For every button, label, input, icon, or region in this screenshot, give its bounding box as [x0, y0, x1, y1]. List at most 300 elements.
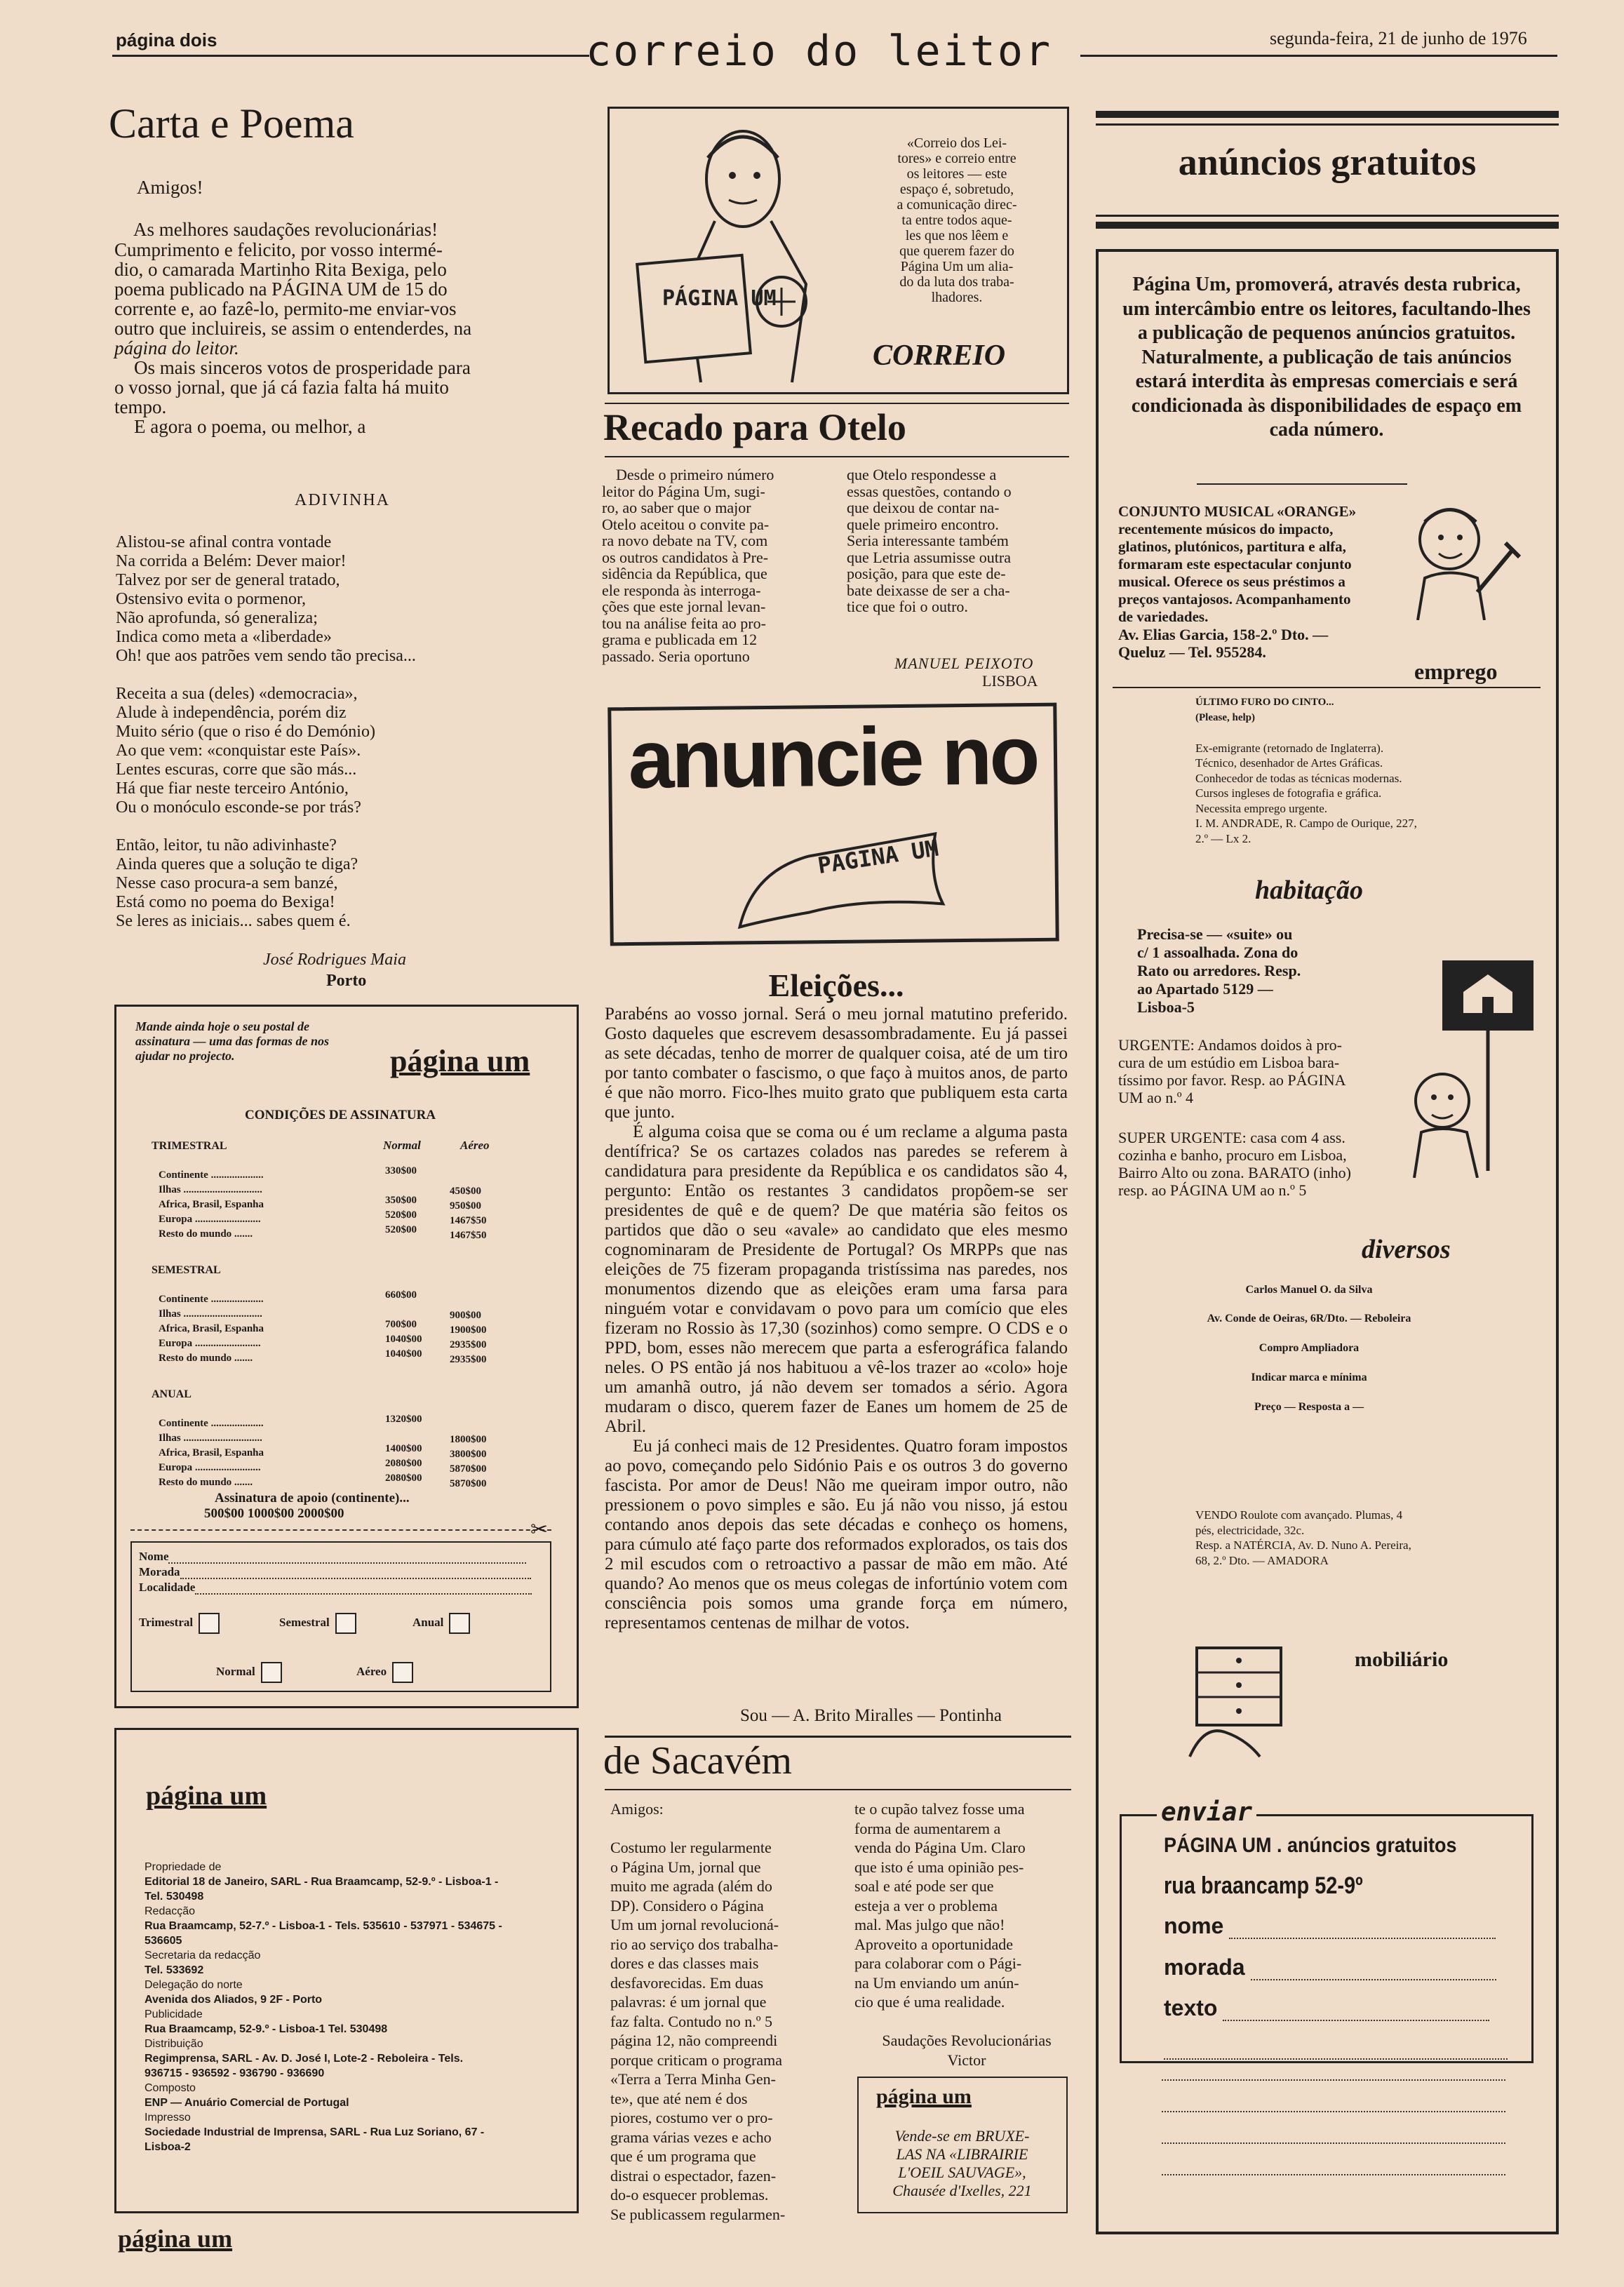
diversos-address: Av. Conde de Oeiras, 6R/Dto. — Reboleira — [1207, 1313, 1411, 1324]
vendo-ad — [1195, 1508, 1532, 1568]
recado-line: ro, ao saber que o major — [602, 499, 751, 516]
ficha-line: Rua Braamcamp, 52-7.º - Lisboa-1 - Tels. 535610 - 537971 - 534675 - — [145, 1920, 502, 1932]
anuncie-headline: anuncie no — [627, 709, 1038, 807]
sacavem-col1 — [610, 1799, 835, 2224]
sacavem-line: Victor — [947, 2051, 986, 2069]
house-sign-icon — [1400, 953, 1541, 1178]
anual-checkbox[interactable] — [449, 1613, 470, 1634]
recado-rule — [605, 403, 1069, 404]
vendo-line: pés, electricidade, 32c. — [1195, 1523, 1305, 1537]
sacavem-line: página 12, não compreendi — [610, 2032, 778, 2049]
rate-normal: 660$00 — [385, 1289, 417, 1301]
anuncios-box — [1096, 249, 1559, 2234]
enviar-morada-field[interactable] — [1251, 1979, 1496, 1980]
carta-line: Cumprimento e felicito, por vosso intermé- — [114, 239, 443, 260]
ficha-line: 936715 - 936592 - 936790 - 936690 — [145, 2067, 325, 2079]
sacavem-rule — [605, 1736, 1071, 1738]
conjunto-line: recentemente músicos do impacto, — [1118, 521, 1334, 537]
page-label: página dois — [116, 29, 217, 51]
sacavem-line: piores, costumo ver o pro- — [610, 2109, 773, 2126]
carta-line: poema publicado na PÁGINA UM de 15 do — [114, 279, 448, 300]
cartoon-sign-text: PÁGINA UM — [662, 286, 777, 311]
rate-label: Africa, Brasil, Espanha — [159, 1323, 264, 1334]
semestral-checkbox[interactable] — [335, 1613, 356, 1634]
carta-line: tempo. — [114, 396, 167, 417]
vendo-line: 68, 2.º Dto. — AMADORA — [1195, 1553, 1329, 1567]
form-semestral-label: Semestral — [279, 1615, 330, 1629]
conjunto-line: glatinos, plutónicos, partitura e alfa, — [1118, 538, 1346, 555]
correio-line: que querem fazer do — [899, 243, 1014, 259]
rate-normal: 2080$00 — [385, 1458, 422, 1469]
rate-normal: 520$00 — [385, 1224, 417, 1235]
enviar-extra-line-3[interactable] — [1162, 2111, 1505, 2112]
aereo-checkbox[interactable] — [392, 1662, 413, 1683]
sacavem-line: Amigos: — [610, 1800, 664, 1818]
form-nome-label: Nome — [139, 1550, 169, 1563]
enviar-nome-field[interactable] — [1229, 1938, 1496, 1939]
ficha-line: Distribuição — [145, 2038, 203, 2050]
poem-line: Talvez por ser de general tratado, — [116, 571, 340, 589]
eleicoes-paragraph: É alguma coisa que se coma ou é um reclame a alguma pasta dentífrica? Se os cartazes colados nas paredes se referem à candidatura para presidente da República e os candidatos são 4, pergunto: Então os restantes 3 candidatos propõem-se ser presidentes de quê e de quem? De que matéria são feitos os partidos que dão o seu «avale» ao candidato que eles mesmo cognominaram de Presidente de Portugal? Os MRPPs que nas eleições de 75 fizeram propaganda tristíssima nas paredes, nos monumentos dizendo que as eleições eram uma farsa para ninguém votar e convidavam o povo para um comício que eles fizeram no Rossio às 17,30 (sozinhos) como sempre. O CDS e o PPD, bom, esses não merecem que parta a esferográfica falando neles. O PS então já nos habituou a vê-los trazer ao «colo» hoje um amanhã outro, já não devem ser tomados a sério. Agora mudaram o disco, querem fazer de Eanes um homem de 25 de Abril. — [605, 1122, 1068, 1436]
sacavem-line: DP). Considero o Página — [610, 1896, 764, 1914]
cat-emprego: emprego — [1414, 659, 1498, 684]
rate-period: ANUAL — [152, 1388, 192, 1400]
correio-line: ta entre todos aque- — [901, 213, 1012, 228]
recado-line: posição, para que este de- — [847, 565, 1006, 582]
conjunto-line: formaram este espectacular conjunto — [1118, 556, 1352, 572]
ficha-line: Regimprensa, SARL - Av. D. José I, Lote-2 - Reboleira - Tels. — [145, 2053, 464, 2065]
ficha-line: Sociedade Industrial de Imprensa, SARL - Rua Luz Soriano, 67 - — [145, 2126, 485, 2138]
rate-aereo: 3800$00 — [450, 1449, 487, 1460]
rate-normal: 520$00 — [385, 1209, 417, 1221]
rate-normal: 1040$00 — [385, 1348, 422, 1360]
poem-line: Na corrida a Belém: Dever maior! — [116, 552, 347, 570]
sacavem-line: Se publicassem regularmen- — [610, 2205, 786, 2223]
poem-line: Ainda queres que a solução te diga? — [116, 855, 358, 873]
carta-author: José Rodrigues Maia — [263, 951, 406, 969]
enviar-nome-label: nome — [1164, 1913, 1224, 1938]
recado-col1 — [602, 467, 826, 664]
support-values: 500$00 1000$00 2000$00 — [204, 1506, 344, 1521]
carta-body — [114, 240, 575, 436]
correio-line: a comunicação direc- — [897, 197, 1017, 213]
rate-aereo: 1467$50 — [450, 1230, 487, 1241]
conjunto-line: preços vantajosos. Acompanhamento — [1118, 591, 1351, 608]
recado-line: grama e publicada em 12 — [602, 631, 758, 648]
habitacao-line: Rato ou arredores. Resp. — [1137, 962, 1301, 979]
ficha-line: Impresso — [145, 2112, 191, 2124]
ficha-line: Redacção — [145, 1905, 196, 1917]
rate-label: Africa, Brasil, Espanha — [159, 1447, 264, 1458]
poem-line: Ao que vem: «conquistar este País». — [116, 742, 361, 760]
rate-period: TRIMESTRAL — [152, 1140, 227, 1152]
emprego-line: (Please, help) — [1195, 711, 1255, 723]
sacavem-line: «Terra a Terra Minha Gen- — [610, 2070, 776, 2088]
form-localidade-field[interactable] — [195, 1593, 532, 1595]
rate-label: Ilhas .............................. — [159, 1308, 262, 1320]
poem-line: Alistou-se afinal contra vontade — [116, 533, 332, 551]
scissors-icon: ✂ — [530, 1517, 549, 1542]
habitacao-line: Precisa-se — «suite» ou — [1137, 925, 1293, 943]
habitacao-line: URGENTE: Andamos doidos à pro- — [1118, 1036, 1342, 1054]
rate-normal: 350$00 — [385, 1195, 417, 1206]
ficha-line: Propriedade de — [145, 1861, 222, 1873]
anuncios-rule-bottom2 — [1096, 222, 1559, 229]
rate-aereo: 1900$00 — [450, 1324, 487, 1336]
ficha-line: Editorial 18 de Janeiro, SARL - Rua Braamcamp, 52-9.º - Lisboa-1 - — [145, 1876, 499, 1888]
habitacao-line: tíssimo por favor. Resp. ao PÁGINA — [1118, 1071, 1346, 1089]
recado-city: LISBOA — [982, 672, 1038, 690]
ficha-line: Publicidade — [145, 2008, 203, 2020]
diversos-indicar: Indicar marca e mínima — [1251, 1371, 1367, 1383]
recado-line: que Otelo respondesse a — [847, 466, 997, 483]
rate-aereo: 1800$00 — [450, 1434, 487, 1445]
rate-normal: 1400$00 — [385, 1443, 422, 1454]
rate-period: SEMESTRAL — [152, 1264, 221, 1276]
rate-aereo: 450$00 — [450, 1186, 481, 1197]
sacavem-line: grama várias vezes e acho — [610, 2128, 772, 2146]
emprego-line: Ex-emigrante (retornado de Inglaterra). — [1195, 741, 1384, 755]
recado-line: ele responda às interroga- — [602, 581, 761, 599]
cat-mobiliario: mobiliário — [1355, 1648, 1449, 1671]
vendo-line: Resp. a NATÉRCIA, Av. D. Nuno A. Pereira, — [1195, 1538, 1411, 1552]
rate-label: Resto do mundo ....... — [159, 1228, 253, 1240]
sacavem-line: forma de aumentarem a — [854, 1819, 1001, 1837]
subscription-logo: página um — [390, 1044, 530, 1078]
sacavem-line: Saudações Revolucionárias — [882, 2032, 1052, 2049]
recado-line: bate deixasse de ser a cha- — [847, 581, 1010, 599]
sacavem-rule-bottom — [605, 1789, 1071, 1790]
rate-normal: 1320$00 — [385, 1414, 422, 1425]
rate-normal: 330$00 — [385, 1165, 417, 1176]
recado-line: Seria interessante também — [847, 532, 1009, 549]
ficha-line: Rua Braamcamp, 52-9.º - Lisboa-1 Tel. 530498 — [145, 2023, 388, 2035]
enviar-morada-label: morada — [1164, 1954, 1245, 1980]
cat-diversos: diversos — [1362, 1235, 1451, 1264]
diversos-compro: Compro Ampliadora — [1259, 1342, 1360, 1354]
col-normal-label: Normal — [383, 1139, 421, 1152]
sacavem-line: desfavorecidas. Em duas — [610, 1973, 764, 1992]
sacavem-line: rio ao serviço dos trabalha- — [610, 1935, 779, 1953]
anuncios-title: anúncios gratuitos — [1178, 141, 1477, 183]
habitacao-line: UM ao n.º 4 — [1118, 1089, 1194, 1106]
emprego-line: Necessita emprego urgente. — [1195, 801, 1328, 815]
sacavem-line: faz falta. Contudo no n.º 5 — [610, 2012, 773, 2030]
carta-line: E agora o poema, ou melhor, a — [134, 416, 366, 437]
correio-label: CORREIO — [873, 340, 1006, 372]
sacavem-line: distrai o espectador, fazen- — [610, 2166, 777, 2185]
rate-label: Ilhas .............................. — [159, 1433, 262, 1444]
anuncios-rule-top2 — [1096, 123, 1559, 126]
rate-label: Europa ......................... — [159, 1338, 261, 1349]
sacavem-line: porque criticam o programa — [610, 2051, 782, 2069]
poem-line: Ou o monóculo esconde-se por trás? — [116, 798, 361, 817]
cut-line — [130, 1529, 551, 1531]
flag-text: PÁGINA UM — [816, 834, 941, 880]
conjunto-line: de variedades. — [1118, 608, 1209, 625]
rate-normal: 1040$00 — [385, 1334, 422, 1345]
poem-line: Não aprofunda, só generaliza; — [116, 609, 318, 627]
bruxelas-text — [866, 2127, 1059, 2200]
poem-line: Nesse caso procura-a sem banzé, — [116, 874, 338, 892]
habitacao-line: c/ 1 assoalhada. Zona do — [1137, 944, 1298, 961]
poem-line: Se leres as iniciais... sabes quem é. — [116, 912, 351, 930]
furniture-icon — [1183, 1641, 1288, 1760]
recado-line: sidência da República, que — [602, 565, 767, 582]
subscription-box — [114, 1005, 579, 1708]
correio-line: os leitores — este — [906, 166, 1007, 182]
header-rule-left — [112, 55, 589, 57]
enviar-extra-line-5[interactable] — [1162, 2174, 1505, 2175]
sacavem-line: te», que até nem é dos — [610, 2089, 748, 2107]
carta-line: dio, o camarada Martinho Rita Bexiga, pelo — [114, 259, 447, 280]
poem-body — [116, 533, 572, 931]
poem-line: Está como no poema do Bexiga! — [116, 893, 335, 911]
recado-line: leitor do Página Um, sugi- — [602, 482, 765, 500]
conjunto-ad — [1118, 503, 1420, 661]
sacavem-line: te o cupão talvez fosse uma — [854, 1800, 1025, 1818]
carta-greeting: Amigos! — [137, 177, 203, 198]
eleicoes-title: Eleições... — [768, 967, 904, 1003]
habitacao-line: SUPER URGENTE: casa com 4 ass. — [1118, 1129, 1345, 1146]
rate-normal: 2080$00 — [385, 1473, 422, 1484]
rate-aereo: 2935$00 — [450, 1354, 487, 1365]
ficha-line: Lisboa-2 — [145, 2141, 191, 2153]
recado-line: Desde o primeiro número — [616, 466, 774, 483]
stanza-gap — [116, 666, 572, 685]
sacavem-line: para colaborar com o Pági- — [854, 1954, 1022, 1972]
recado-line: passado. Seria oportuno — [602, 647, 750, 665]
ficha-line: 536605 — [145, 1935, 182, 1947]
conjunto-line: musical. Oferece os seus préstimos a — [1118, 573, 1345, 590]
emprego-line: 2.º — Lx 2. — [1195, 831, 1251, 845]
intro-divider — [1197, 483, 1407, 485]
sacavem-line: Aproveito a oportunidade — [854, 1935, 1014, 1953]
anuncios-rule-bottom — [1096, 215, 1559, 217]
form-trimestral-label: Trimestral — [139, 1615, 194, 1629]
recado-author: MANUEL PEIXOTO — [894, 655, 1034, 672]
subscription-intro: Mande ainda hoje o seu postal de assinatura — uma das formas de nos ajudar no projecto. — [135, 1019, 330, 1063]
sacavem-line: palavras: é um jornal que — [610, 1993, 767, 2011]
diversos-preco: Preço — Resposta a — — [1254, 1401, 1364, 1413]
ficha-line: Avenida dos Aliados, 9 2F - Porto — [145, 1994, 323, 2006]
carta-line: página do leitor. — [114, 337, 239, 358]
sacavem-line: do-o esquecer problemas. — [610, 2186, 769, 2204]
recado-title: Recado para Otelo — [603, 406, 906, 448]
recado-line: que deixou de contar na- — [847, 499, 1000, 516]
enviar-extra-line-1[interactable] — [1164, 2058, 1508, 2060]
emprego-line: Técnico, desenhador de Artes Gráficas. — [1195, 756, 1383, 770]
normal-checkbox[interactable] — [261, 1662, 282, 1683]
poem-line: Alude à independência, porém diz — [116, 704, 347, 722]
poem-line: Ostensivo evita o pormenor, — [116, 590, 306, 608]
ficha-line: Secretaria da redacção — [145, 1950, 261, 1961]
ficha-line: Tel. 533692 — [145, 1964, 204, 1976]
form-aereo-label: Aéreo — [356, 1664, 387, 1678]
habitacao-line: cozinha e banho, procuro em Lisboa, — [1118, 1146, 1347, 1164]
reader-cartoon-icon — [631, 116, 841, 389]
sacavem-line: que isto é uma opinião pes- — [854, 1858, 1024, 1876]
correio-line: les que nos lêem e — [905, 228, 1009, 243]
bruxelas-box — [857, 2077, 1068, 2213]
poem-line: Lentes escuras, corre que são más... — [116, 760, 357, 779]
sacavem-line — [854, 2012, 1079, 2032]
form-anual-label: Anual — [412, 1615, 444, 1629]
rate-label: Continente .................... — [159, 1418, 264, 1429]
carta-line: Os mais sinceros votos de prosperidade para — [134, 357, 471, 378]
habitacao-line: cura de um estúdio em Lisboa bara- — [1118, 1054, 1340, 1071]
bruxelas-line: Chausée d'Ixelles, 221 — [892, 2182, 1032, 2199]
rate-label: Continente .................... — [159, 1294, 264, 1305]
trimestral-checkbox[interactable] — [199, 1613, 220, 1634]
cat-habitacao: habitação — [1254, 876, 1364, 905]
recado-rule-bottom — [605, 456, 1069, 457]
sacavem-line: Um um jornal revolucioná- — [610, 1916, 779, 1933]
diversos-name: Carlos Manuel O. da Silva — [1245, 1284, 1373, 1296]
sacavem-line: dores e das classes mais — [610, 1954, 759, 1972]
rate-aereo: 5870$00 — [450, 1463, 487, 1475]
enviar-extra-line-2[interactable] — [1162, 2079, 1505, 2081]
habitacao-line: resp. ao PÁGINA UM ao n.º 5 — [1118, 1181, 1307, 1199]
stanza-gap — [116, 817, 572, 836]
support-line: Assinatura de apoio (continente)... — [215, 1491, 410, 1505]
conjunto-line: CONJUNTO MUSICAL «ORANGE» — [1118, 503, 1357, 520]
rate-normal: 700$00 — [385, 1319, 417, 1330]
footer-logo: página um — [118, 2225, 233, 2253]
recado-line: quele primeiro encontro. — [847, 515, 999, 533]
sacavem-line — [610, 1819, 835, 1839]
habitacao-line: ao Apartado 5129 — — [1137, 980, 1273, 998]
correio-line: espaço é, sobretudo, — [899, 182, 1014, 197]
emprego-line: Conhecedor de todas as técnicas modernas. — [1195, 771, 1402, 785]
anuncios-intro: Página Um, promoverá, através desta rubrica, um intercâmbio entre os leitores, facultando-lhes a publicação de pequenos anúncios gratuitos. Naturalmente, a publicação de tais anúncios estará interdita às empresas comerciais e será condicionada às disponibilidades de espaço em cada número. — [1122, 274, 1531, 441]
carta-line: outro que incluireis, se assim o entenderdes, na — [114, 318, 472, 339]
rate-label: Ilhas .............................. — [159, 1184, 262, 1195]
rate-label: Europa ......................... — [159, 1462, 261, 1473]
ficha-line: Composto — [145, 2082, 196, 2094]
correio-line: Página Um um alia- — [900, 259, 1014, 274]
header-rule-right — [1080, 55, 1557, 57]
enviar-extra-line-4[interactable] — [1162, 2142, 1505, 2144]
enviar-box — [1120, 1798, 1534, 2063]
form-morada-label: Morada — [139, 1565, 180, 1578]
sacavem-title: de Sacavém — [603, 1739, 792, 1783]
bruxelas-line: Vende-se em BRUXE- — [894, 2127, 1030, 2145]
ficha-logo: página um — [146, 1781, 267, 1811]
correio-text — [859, 135, 1055, 305]
sacavem-line: venda do Página Um. Claro — [854, 1839, 1026, 1856]
emprego-line: ÚLTIMO FURO DO CINTO... — [1195, 697, 1334, 708]
carta-line: o vosso jornal, que já cá fazia falta há muito — [114, 377, 449, 398]
poem-line: Há que fiar neste terceiro António, — [116, 779, 349, 798]
emprego-line: Cursos ingleses de fotografia e gráfica. — [1195, 786, 1382, 800]
sacavem-line: esteja a ver o problema — [854, 1896, 998, 1914]
flag-icon — [725, 826, 951, 934]
rate-aereo: 950$00 — [450, 1200, 481, 1212]
worker-icon — [1407, 501, 1526, 620]
habitacao-ad-1 — [1137, 925, 1369, 1017]
section-title: correio do leitor — [586, 27, 1053, 76]
correio-box — [608, 107, 1069, 394]
rate-aereo: 2935$00 — [450, 1339, 487, 1350]
ficha-line: ENP — Anuário Comercial de Portugal — [145, 2097, 349, 2109]
enviar-line1: PÁGINA UM . anúncios gratuitos — [1164, 1834, 1457, 1857]
recado-line: tice que foi o outro. — [847, 598, 968, 615]
bruxelas-line: LAS NA «LIBRAIRIE — [896, 2145, 1028, 2163]
eleicoes-paragraph: Parabéns ao vosso jornal. Será o meu jornal matutino preferido. Gosto daqueles que escrevem desassombradamente. Eu já passei as sete décadas, tenho de morrer de qualquer coisa, até de um tiro por tanto combater o fascismo, o que faço à muitos anos, de parto é que não morro. Fico-lhes muito grato que publiquem esta carta que junto. — [605, 1005, 1068, 1122]
subscription-heading: CONDIÇÕES DE ASSINATURA — [245, 1108, 436, 1122]
sacavem-line: muito me agrada (além do — [610, 1877, 772, 1895]
recado-line: tou na análise feita ao pro- — [602, 614, 766, 632]
poem-line: Indica como meta a «liberdade» — [116, 628, 332, 646]
habitacao-line: Bairro Alto ou zona. BARATO (inho) — [1118, 1164, 1352, 1181]
eleicoes-body — [605, 1005, 1068, 1633]
recado-line: ções que este jornal levan- — [602, 598, 766, 615]
rate-label: Resto do mundo ....... — [159, 1353, 253, 1364]
emprego-divider — [1113, 687, 1541, 688]
emprego-ad — [1195, 695, 1532, 846]
ficha-line: Tel. 530498 — [145, 1891, 204, 1903]
form-nome-field[interactable] — [168, 1562, 526, 1564]
habitacao-ad-2 — [1118, 1036, 1413, 1106]
rate-label: Africa, Brasil, Espanha — [159, 1199, 264, 1210]
poem-line: Muito sério (que o riso é do Demónio) — [116, 723, 375, 741]
conjunto-line: Av. Elias Garcia, 158-2.º Dto. — — [1118, 626, 1329, 643]
recado-line: Otelo aceitou o convite pa- — [602, 515, 770, 533]
habitacao-ad-3 — [1118, 1129, 1413, 1199]
form-localidade-label: Localidade — [139, 1581, 196, 1594]
subscription-form — [130, 1541, 551, 1692]
rate-label: Europa ......................... — [159, 1214, 261, 1225]
sacavem-line: soal e até pode ser que — [854, 1877, 994, 1895]
correio-line: do da luta dos traba- — [899, 274, 1014, 290]
enviar-texto-label: texto — [1164, 1995, 1218, 2020]
rate-aereo: 900$00 — [450, 1310, 481, 1321]
correio-line: «Correio dos Lei- — [906, 135, 1007, 151]
ficha-box — [114, 1728, 579, 2213]
bruxelas-line: L'OEIL SAUVAGE», — [898, 2164, 1026, 2181]
bruxelas-logo: página um — [876, 2085, 972, 2108]
header-date: segunda-feira, 21 de junho de 1976 — [1270, 28, 1527, 48]
poem-line: Oh! que aos patrões vem sendo tão precisa... — [116, 647, 416, 665]
carta-city: Porto — [326, 972, 367, 990]
correio-line: tores» e correio entre — [897, 151, 1016, 166]
carta-salute: As melhores saudações revolucionárias! — [133, 219, 438, 240]
recado-line: que Letria assumisse outra — [847, 548, 1011, 566]
recado-line: essas questões, contando o — [847, 482, 1012, 500]
eleicoes-signature: Sou — A. Brito Miralles — Pontinha — [740, 1706, 1002, 1725]
sacavem-line: Costumo ler regularmente — [610, 1839, 772, 1856]
emprego-line — [1195, 725, 1532, 741]
recado-col2 — [847, 467, 1071, 615]
sacavem-line: que é um programa que — [610, 2147, 756, 2165]
eleicoes-paragraph: Eu já conheci mais de 12 Presidentes. Quatro foram impostos ao povo, começando pelo Sidónio Pais e os outros 3 do governo fascista. Por amor de Deus! Não me queiram impor outro, não pressionem o povo simples e são. Eu já não vou nisso, já estou contando anos depois das sete décadas e conheço os homens, para cúmulo até faço parte dos reformados explorados, os tais dos 2 mil escudos com o retroactivo a passar de mão em mão. Até quando? Ao menos que os meus colegas de infortúnio votem com consciência pois somos uma grande força em número, representamos centenas de milhar de votos. — [605, 1437, 1068, 1632]
col-aereo-label: Aéreo — [460, 1139, 490, 1152]
carta-line: corrente e, ao fazê-lo, permito-me enviar-vos — [114, 298, 457, 319]
enviar-line2: rua braancamp 52-9º — [1164, 1872, 1363, 1899]
emprego-line: I. M. ANDRADE, R. Campo de Ourique, 227, — [1195, 817, 1417, 830]
poem-line: Então, leitor, tu não adivinhaste? — [116, 836, 337, 854]
form-normal-label: Normal — [216, 1664, 255, 1678]
poem-line: Receita a sua (deles) «democracia», — [116, 685, 358, 703]
correio-line: lhadores. — [931, 290, 983, 305]
ficha-line: Delegação do norte — [145, 1979, 243, 1991]
carta-title: Carta e Poema — [109, 100, 354, 147]
form-morada-field[interactable] — [180, 1578, 531, 1579]
sacavem-line: mal. Mas julgo que não! — [854, 1916, 1005, 1933]
poem-title: ADIVINHA — [295, 491, 390, 509]
enviar-texto-field[interactable] — [1223, 2020, 1489, 2021]
